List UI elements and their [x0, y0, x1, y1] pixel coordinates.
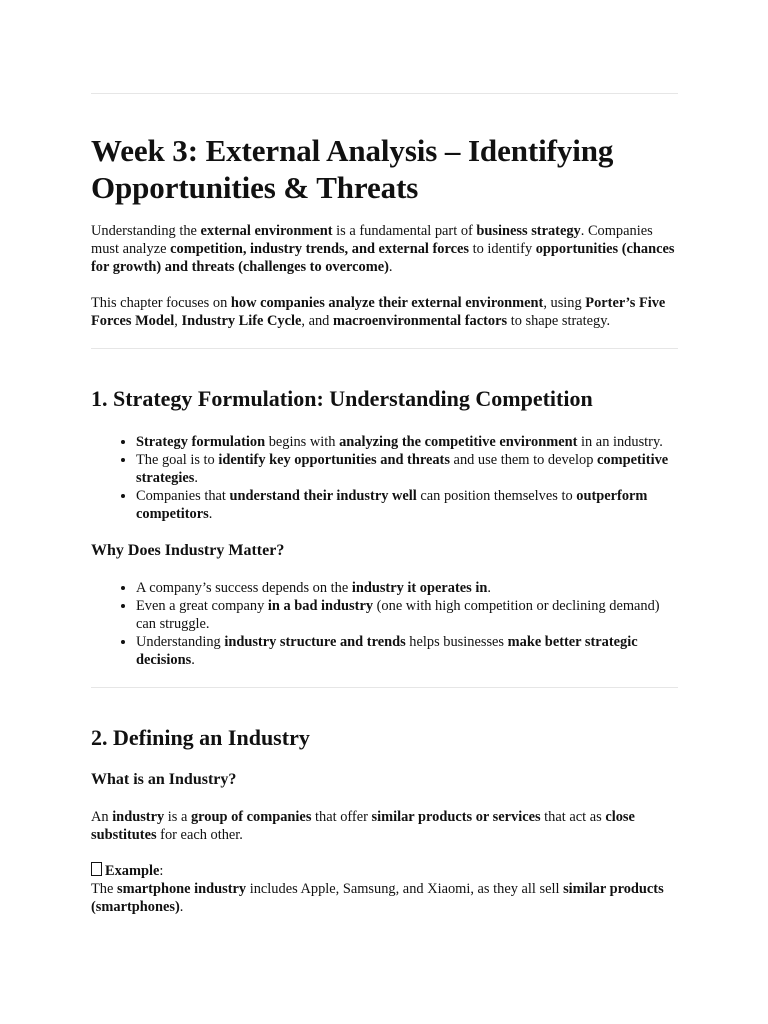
bold-text: industry [112, 809, 165, 825]
text-run: helps businesses [405, 634, 508, 650]
text-run: to identify [468, 241, 536, 257]
bold-text: identify key opportunities and threats [218, 452, 450, 468]
text-run: that act as [540, 809, 606, 825]
bold-text: how companies analyze their external environment [230, 295, 544, 311]
text-run: Understanding the [91, 223, 201, 239]
section-2-subheading: What is an Industry? [91, 771, 237, 788]
bold-text: industry structure and trends [224, 634, 406, 650]
section-divider-2 [91, 687, 678, 688]
section-1-heading: 1. Strategy Formulation: Understanding Competition [91, 386, 593, 411]
text-run: (one with high competition or declining demand) can struggle. [136, 598, 660, 632]
list-item [136, 433, 678, 451]
section-1-subheading: Why Does Industry Matter? [91, 542, 285, 559]
example-colon: : [159, 863, 164, 879]
text-run: The goal is to [136, 452, 219, 468]
bold-text: close substitutes [91, 809, 635, 843]
bold-text: Porter’s Five Forces Model [91, 295, 666, 329]
bold-text: opportunities (chances for growth) and threats (challenges to overcome) [91, 241, 675, 275]
bold-text: similar products or services [371, 809, 541, 825]
intro-paragraph-1 [91, 222, 678, 276]
industry-matter-bullet-list [91, 579, 678, 669]
bold-text: competitive strategies [136, 452, 669, 486]
text-run: begins with [265, 434, 340, 450]
example-icon [91, 862, 102, 876]
text-run: . [487, 580, 491, 596]
bold-text: in a bad industry [267, 598, 374, 614]
text-run: . Companies must analyze [91, 223, 653, 257]
text-run: A company’s success depends on the [136, 580, 352, 596]
text-run: , [174, 313, 182, 329]
text-run: The [91, 881, 117, 897]
text-run: Companies that [136, 488, 230, 504]
top-divider [91, 93, 678, 94]
list-item [136, 597, 678, 633]
example-heading [91, 862, 678, 880]
text-run: and use them to develop [449, 452, 598, 468]
bold-text: Strategy formulation [136, 434, 266, 450]
text-run: for each other. [156, 827, 243, 843]
text-run: Even a great company [136, 598, 268, 614]
intro-paragraph-2 [91, 294, 678, 330]
bold-text: group of companies [190, 809, 312, 825]
list-item [136, 579, 678, 597]
text-run: can position themselves to [416, 488, 577, 504]
bold-text: business strategy [476, 223, 581, 239]
text-run: This chapter focuses on [91, 295, 231, 311]
bold-text: outperform competitors [136, 488, 648, 522]
list-item [136, 451, 678, 487]
industry-definition [91, 808, 678, 844]
bold-text: understand their industry well [229, 488, 417, 504]
text-run: Understanding [136, 634, 225, 650]
text-run: An [91, 809, 113, 825]
bold-text: Industry Life Cycle [181, 313, 302, 329]
bold-text: make better strategic decisions [136, 634, 638, 668]
section-divider-1 [91, 348, 678, 349]
text-run: , using [543, 295, 586, 311]
text-run: is a [164, 809, 191, 825]
text-run: in an industry. [577, 434, 663, 450]
section-2-heading: 2. Defining an Industry [91, 725, 310, 750]
text-run: that offer [311, 809, 372, 825]
list-item [136, 487, 678, 523]
text-run: . [191, 652, 195, 668]
section-1-bullet-list [91, 433, 678, 523]
example-label: Example [105, 863, 160, 879]
bold-text: macroenvironmental factors [332, 313, 508, 329]
text-run: . [208, 506, 213, 522]
bold-text: external environment [200, 223, 333, 239]
bold-text: industry it operates in [351, 580, 488, 596]
bold-text: smartphone industry [116, 881, 247, 897]
article-content [91, 93, 678, 916]
list-item [136, 633, 678, 669]
text-run: . [194, 470, 198, 486]
text-run: includes Apple, Samsung, and Xiaomi, as they all sell [246, 881, 564, 897]
text-run: to shape strategy. [507, 313, 611, 329]
text-run: . [179, 899, 184, 915]
example-text [91, 880, 678, 916]
text-run: . [388, 259, 393, 275]
text-run: , and [301, 313, 333, 329]
text-run: is a fundamental part of [332, 223, 477, 239]
bold-text: analyzing the competitive environment [339, 434, 578, 450]
bold-text: competition, industry trends, and external forces [170, 241, 469, 257]
bold-text: similar products (smartphones) [91, 881, 664, 915]
page-title: Week 3: External Analysis – Identifying Opportunities & Threats [91, 133, 614, 205]
